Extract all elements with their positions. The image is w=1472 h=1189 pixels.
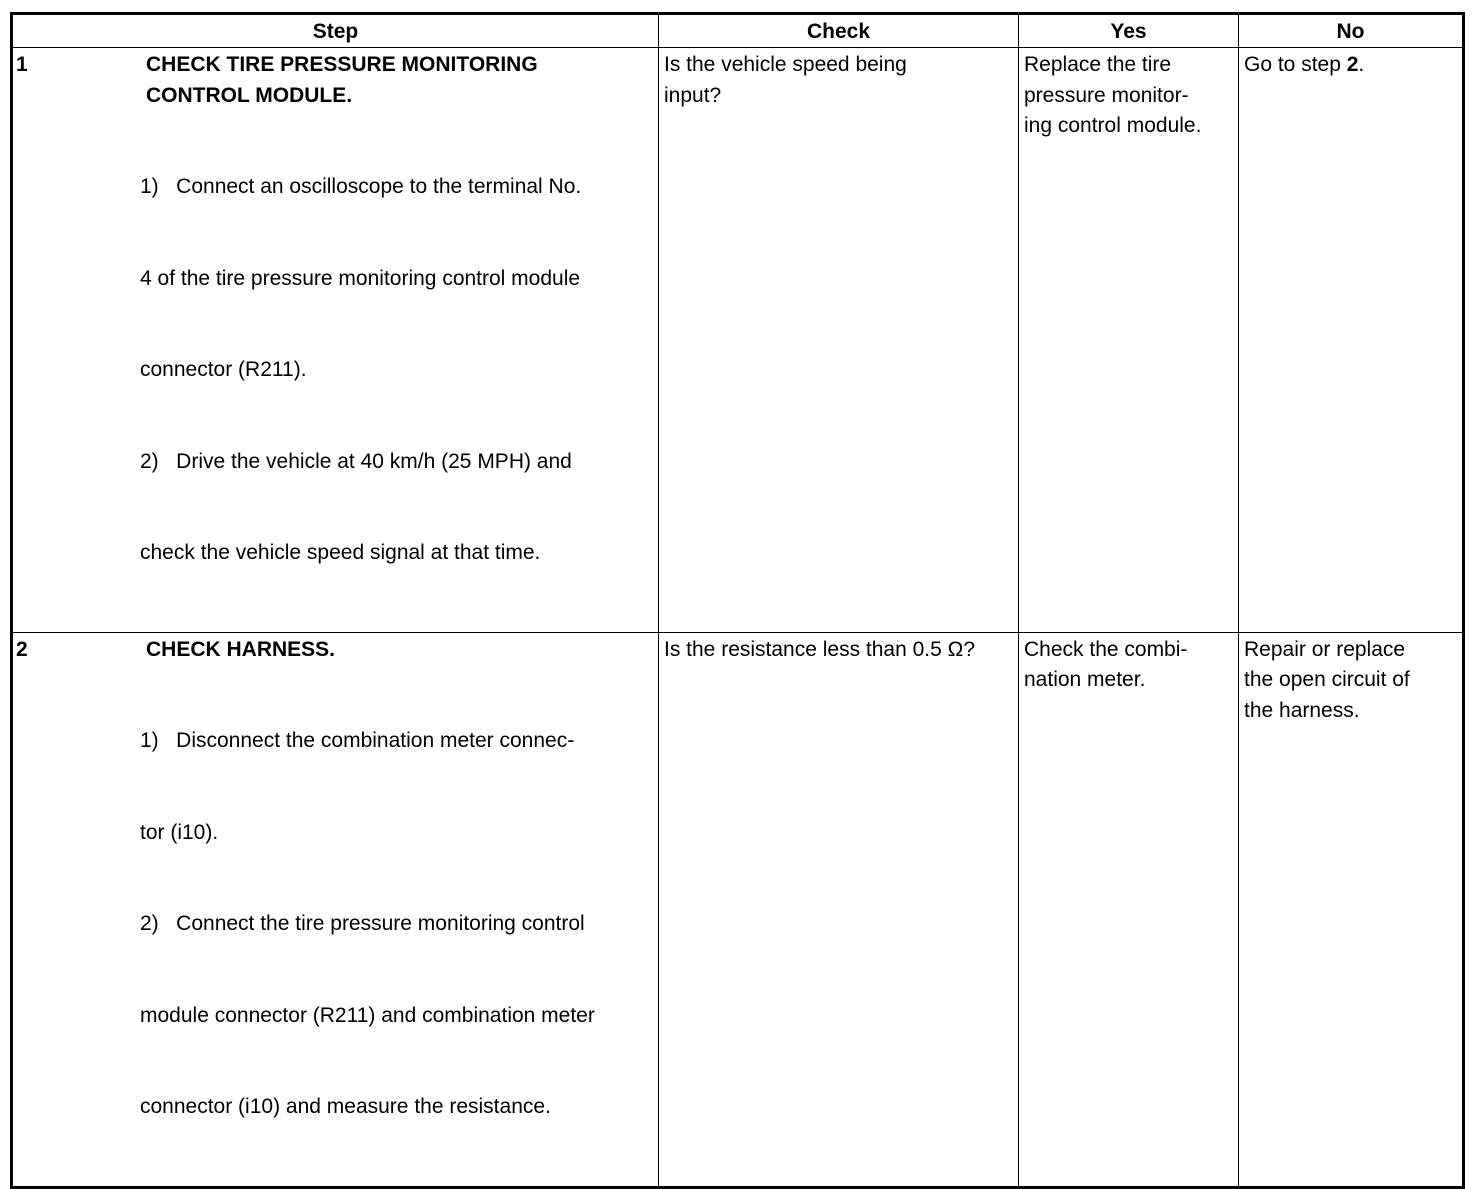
instruction-line: 4 of the tire pressure monitoring control module bbox=[140, 266, 581, 290]
step-title-line: CHECK HARNESS. bbox=[146, 637, 336, 661]
no-text-prefix: Go to step bbox=[1244, 53, 1347, 76]
table-row bbox=[12, 632, 1464, 1187]
no-cell bbox=[1239, 48, 1464, 633]
no-line: the harness. bbox=[1244, 698, 1360, 722]
check-line: Is the vehicle speed being bbox=[664, 53, 907, 76]
check-cell bbox=[659, 48, 1019, 633]
instruction-line: 2) Drive the vehicle at 40 km/h (25 MPH) and bbox=[140, 449, 572, 473]
step-cell bbox=[12, 632, 659, 1187]
step-cell bbox=[12, 48, 659, 633]
instruction-line: check the vehicle speed signal at that time. bbox=[140, 541, 541, 564]
no-cell bbox=[1239, 632, 1464, 1187]
yes-cell bbox=[1019, 632, 1239, 1187]
instruction-line: 1) Connect an oscilloscope to the terminal No. bbox=[140, 175, 582, 198]
check-line: input? bbox=[664, 83, 722, 107]
diagnostic-table bbox=[10, 12, 1465, 1189]
no-step-reference: 2 bbox=[1346, 53, 1359, 76]
yes-line: Replace the tire bbox=[1024, 53, 1172, 76]
step-number: 2 bbox=[16, 637, 28, 661]
step-title-line: CHECK TIRE PRESSURE MONITORING bbox=[146, 53, 538, 76]
table-row bbox=[12, 48, 1464, 633]
header-row bbox=[12, 14, 1464, 48]
yes-line: Check the combi- bbox=[1024, 637, 1188, 661]
check-cell bbox=[659, 632, 1019, 1187]
header-check: Check bbox=[659, 14, 1019, 48]
header-no: No bbox=[1239, 14, 1464, 48]
no-text-suffix: . bbox=[1358, 53, 1365, 76]
instruction-line: tor (i10). bbox=[140, 820, 219, 844]
step-title-line: CONTROL MODULE. bbox=[146, 83, 353, 107]
header-step: Step bbox=[12, 14, 659, 48]
no-line: Repair or replace bbox=[1244, 637, 1406, 661]
instruction-line: connector (i10) and measure the resistance. bbox=[140, 1095, 551, 1118]
header-yes: Yes bbox=[1019, 14, 1239, 48]
instruction-line: 1) Disconnect the combination meter connec- bbox=[140, 729, 575, 752]
step-number: 1 bbox=[16, 53, 28, 76]
check-line: Is the resistance less than 0.5 Ω? bbox=[664, 637, 976, 661]
no-line: the open circuit of bbox=[1244, 668, 1410, 691]
yes-cell bbox=[1019, 48, 1239, 633]
instruction-line: connector (R211). bbox=[140, 358, 307, 381]
instruction-line: module connector (R211) and combination meter bbox=[140, 1003, 595, 1027]
yes-line: ing control module. bbox=[1024, 114, 1202, 137]
yes-line: nation meter. bbox=[1024, 668, 1146, 691]
instruction-line: 2) Connect the tire pressure monitoring control bbox=[140, 912, 585, 935]
yes-line: pressure monitor- bbox=[1024, 83, 1189, 107]
